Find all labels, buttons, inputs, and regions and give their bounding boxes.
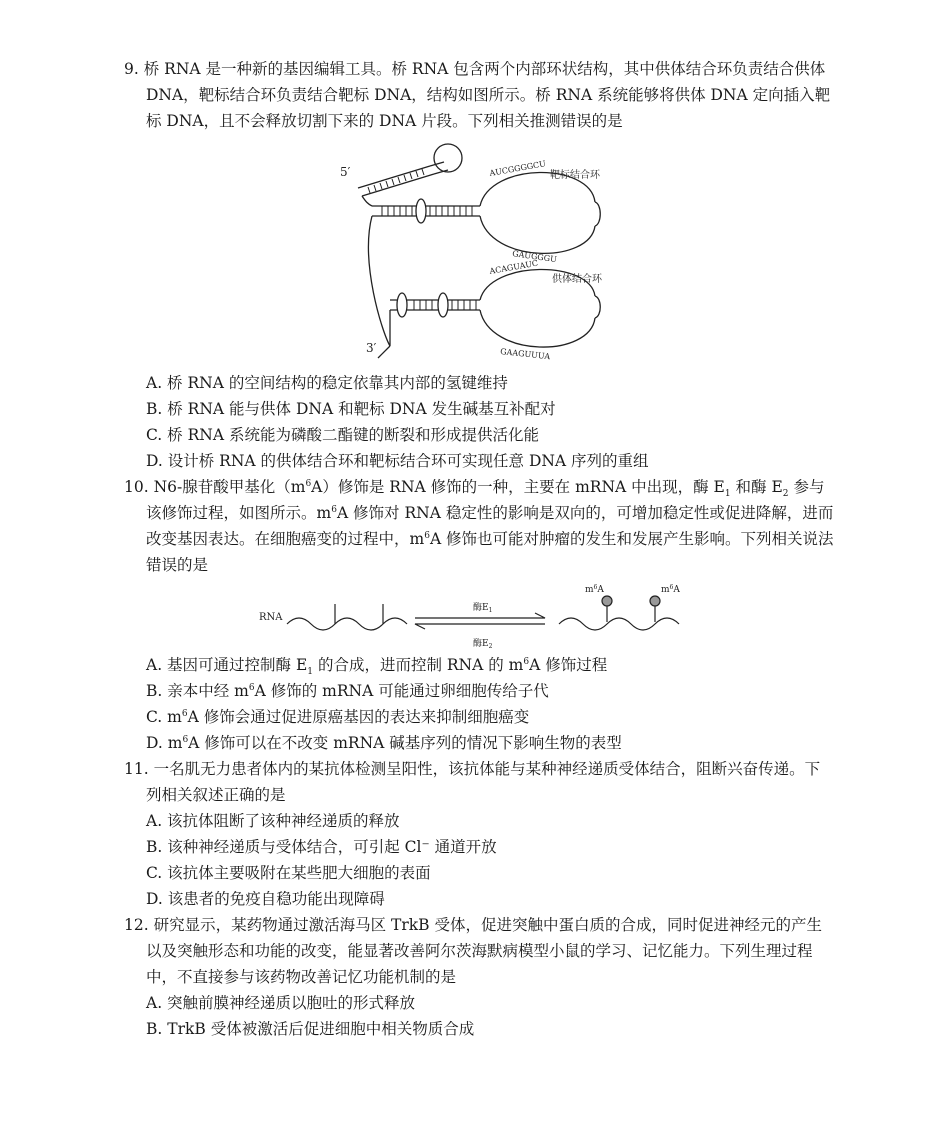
q11-option-d[interactable]: D. 该患者的免疫自稳功能出现障碍 xyxy=(146,890,385,908)
top-hairpin-loop xyxy=(434,144,462,172)
bridge-rna-diagram xyxy=(330,132,620,370)
enzyme-e1-label: 酶$E_1$ xyxy=(473,603,493,614)
target-seq-bottom: GAUGGGU xyxy=(511,249,558,265)
arrow-forward xyxy=(415,613,545,618)
target-loop-bottom xyxy=(480,216,595,253)
rna-strand-left xyxy=(287,618,407,630)
enzyme-e2-label: 酶$E_2$ xyxy=(473,639,493,650)
target-seq-top: AUCGGGGCU xyxy=(488,159,547,178)
q12-option-b[interactable]: B. TrkB 受体被激活后促进细胞中相关物质合成 xyxy=(146,1020,475,1038)
m6a-label-right: $m^6A$ xyxy=(661,584,680,595)
q11-option-b[interactable]: B. 该种神经递质与受体结合，可引起 Cl⁻ 通道开放 xyxy=(146,838,497,856)
page-crop-edge xyxy=(0,1046,950,1137)
question-10 xyxy=(124,474,834,578)
q10-option-b[interactable]: B. 亲本中经 $m^6A$ 修饰的 mRNA 可能通过卵细胞传给子代 xyxy=(146,682,549,700)
adenosine-sites-left xyxy=(335,604,383,624)
q11-option-a[interactable]: A. 该抗体阻断了该种神经递质的释放 xyxy=(146,812,400,830)
question-10-stem: 10. N6-腺苷酸甲基化$(m^6A)$修饰是 RNA 修饰的一种，主要在 mRNA 中出现，酶 $E_1$ 和酶 $E_2$ 参与该修饰过程，如图所示。$m^6A$ 修饰对 RNA 稳定性的影响是双向的，可增加稳定性或促进降解，进而改变基因表达。在细胞癌变的过程中，$m^6A$ 修饰也可能对肿瘤的发生和发展产生影响。下列相关说法错误的是 xyxy=(124,478,834,574)
q10-option-a[interactable]: A. 基因可通过控制酶 $E_1$ 的合成，进而控制 RNA 的 $m^6A$ 修饰过程 xyxy=(146,656,608,678)
q9-option-c[interactable]: C. 桥 RNA 系统能为磷酸二酯键的断裂和形成提供活化能 xyxy=(146,426,539,444)
question-12-stem: 12. 研究显示，某药物通过激活海马区 TrkB 受体，促进突触中蛋白质的合成，同时促进神经元的产生以及突触形态和功能的改变，能显著改善阿尔茨海默病模型小鼠的学习、记忆能力。下列生理过程中，不直接参与该药物改善记忆功能机制的是 xyxy=(124,916,822,986)
rna-strand-right xyxy=(559,618,679,630)
question-9-options xyxy=(124,370,834,474)
q11-option-c[interactable]: C. 该抗体主要吸附在某些肥大细胞的表面 xyxy=(146,864,431,882)
q9-option-b[interactable]: B. 桥 RNA 能与供体 DNA 和靶标 DNA 发生碱基互补配对 xyxy=(146,400,556,418)
rna-label: RNA xyxy=(259,612,283,623)
five-prime-label: 5′ xyxy=(340,165,351,179)
q9-option-d[interactable]: D. 设计桥 RNA 的供体结合环和靶标结合环可实现任意 DNA 序列的重组 xyxy=(146,452,649,470)
q12-option-a[interactable]: A. 突触前膜神经递质以胞吐的形式释放 xyxy=(146,994,416,1012)
donor-seq-bottom: GAAGUUUA xyxy=(499,347,551,362)
question-9-stem: 9. 桥 RNA 是一种新的基因编辑工具。桥 RNA 包含两个内部环状结构，其中供体结合环负责结合供体 DNA，靶标结合环负责结合靶标 DNA，结构如图所示。桥 RNA 系统能够将供体 DNA 定向插入靶标 DNA，且不会释放切割下来的 DNA 片段。下列相关推测错误的是 xyxy=(124,60,831,130)
target-loop-label: 靶标结合环 xyxy=(550,170,600,181)
methyl-group-left xyxy=(602,596,612,606)
m6a-modification-diagram xyxy=(255,578,695,652)
question-10-options xyxy=(124,652,834,756)
question-9 xyxy=(124,56,834,134)
arrow-reverse xyxy=(415,624,545,629)
three-prime-label: 3′ xyxy=(366,341,377,355)
q10-option-d[interactable]: D. $m^6A$ 修饰可以在不改变 mRNA 碱基序列的情况下影响生物的表型 xyxy=(146,734,622,752)
donor-seq-top: ACAGUAUC xyxy=(488,258,539,276)
q9-option-a[interactable]: A. 桥 RNA 的空间结构的稳定依靠其内部的氢键维持 xyxy=(146,374,508,392)
question-11 xyxy=(124,756,834,912)
methyl-group-right xyxy=(650,596,660,606)
donor-loop-label: 供体结合环 xyxy=(552,274,602,285)
question-12 xyxy=(124,912,834,1068)
question-11-stem: 11. 一名肌无力患者体内的某抗体检测呈阳性，该抗体能与某种神经递质受体结合，阻断兴奋传递。下列相关叙述正确的是 xyxy=(124,760,821,804)
donor-loop-bottom xyxy=(480,310,595,347)
m6a-label-left: $m^6A$ xyxy=(585,584,604,595)
q10-option-c[interactable]: C. $m^6A$ 修饰会通过促进原癌基因的表达来抑制细胞癌变 xyxy=(146,708,530,726)
